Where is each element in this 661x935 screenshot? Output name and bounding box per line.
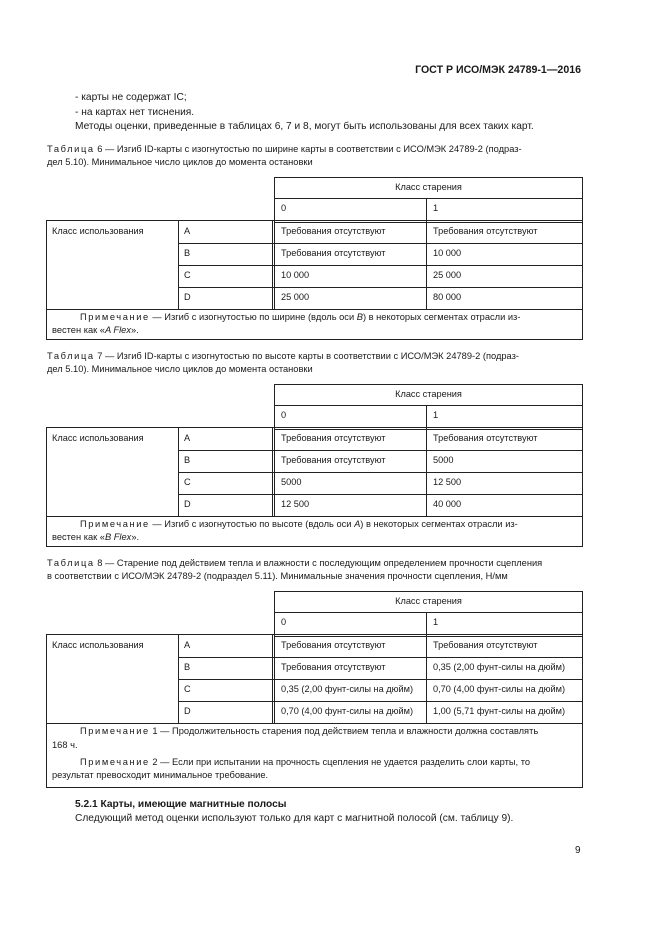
table6-caption xyxy=(47,143,584,169)
table7-row-c-v0: 5000 xyxy=(281,477,302,487)
table7-col1: 1 xyxy=(433,410,439,420)
table-6 xyxy=(46,177,583,340)
page-number: 9 xyxy=(575,845,581,856)
table8-row-b-class: B xyxy=(184,662,191,672)
table6-row-a-v1: Требования отсутствуют xyxy=(433,226,538,236)
table8-caption-label: Таблица xyxy=(47,558,95,568)
table6-row-a-v0: Требования отсутствуют xyxy=(281,226,386,236)
table8-col0: 0 xyxy=(281,617,287,627)
table6-row-b-v0: Требования отсутствуют xyxy=(281,248,386,258)
table7-col0: 0 xyxy=(281,410,287,420)
table8-note1-line1: Примечание 1 — Продолжительность старения под действием тепла и влажности должна составлять xyxy=(80,726,539,736)
table7-row-a-v0: Требования отсутствуют xyxy=(281,433,386,443)
table6-note-line1: Примечание — Изгиб с изогнутостью по ширине (вдоль оси B) в некоторых сегментах отрасли из- xyxy=(80,312,521,322)
table6-note-line2: вестен как «A Flex». xyxy=(52,325,139,335)
table8-row-b-v0: Требования отсутствуют xyxy=(281,662,386,672)
table6-row-d-v1: 80 000 xyxy=(433,292,462,302)
table7-usage-label: Класс использования xyxy=(52,433,144,443)
table7-row-a-class: A xyxy=(184,433,191,443)
table6-caption-line2: дел 5.10). Минимальное число циклов до момента остановки xyxy=(47,157,313,167)
table6-row-c-class: C xyxy=(184,270,191,280)
table7-note-line2: вестен как «B Flex». xyxy=(52,532,140,542)
table7-caption-line2: дел 5.10). Минимальное число циклов до момента остановки xyxy=(47,364,313,374)
table6-usage-label: Класс использования xyxy=(52,226,144,236)
table8-note1-line2: 168 ч. xyxy=(52,740,78,750)
table8-row-a-class: A xyxy=(184,640,191,650)
table7-row-d-v1: 40 000 xyxy=(433,499,462,509)
table6-row-d-v0: 25 000 xyxy=(281,292,310,302)
table8-row-d-v1: 1,00 (5,71 фунт-силы на дюйм) xyxy=(433,706,566,716)
table8-usage-label: Класс использования xyxy=(52,640,144,650)
table8-row-c-v1: 0,70 (4,00 фунт-силы на дюйм) xyxy=(433,684,566,694)
table7-row-c-class: C xyxy=(184,477,191,487)
table6-col0: 0 xyxy=(281,203,287,213)
table-8 xyxy=(46,591,583,788)
table8-caption-line1: 8 — Старение под действием тепла и влажности с последующим определением прочности сцепления xyxy=(94,558,543,568)
table7-row-b-v1: 5000 xyxy=(433,455,454,465)
document-header: ГОСТ Р ИСО/МЭК 24789-1—2016 xyxy=(415,64,581,76)
table7-row-c-v1: 12 500 xyxy=(433,477,462,487)
table8-row-d-class: D xyxy=(184,706,191,716)
table7-caption-label: Таблица xyxy=(47,351,95,361)
table6-row-a-class: A xyxy=(184,226,191,236)
table8-row-c-v0: 0,35 (2,00 фунт-силы на дюйм) xyxy=(281,684,414,694)
bullet-no-embossing: - на картах нет тиснения. xyxy=(75,107,195,118)
table8-row-a-v1: Требования отсутствуют xyxy=(433,640,538,650)
table7-row-d-v0: 12 500 xyxy=(281,499,310,509)
table6-row-b-v1: 10 000 xyxy=(433,248,462,258)
table7-aging-header: Класс старения xyxy=(395,389,462,399)
table8-col1: 1 xyxy=(433,617,439,627)
table8-note2-line1: Примечание 2 — Если при испытании на прочность сцепления не удается разделить слои карты, то xyxy=(80,757,531,767)
table6-row-d-class: D xyxy=(184,292,191,302)
table6-caption-label: Таблица xyxy=(47,144,95,154)
table7-note-line1: Примечание — Изгиб с изогнутостью по высоте (вдоль оси A) в некоторых сегментах отрасли из- xyxy=(80,519,518,529)
table6-row-c-v0: 10 000 xyxy=(281,270,310,280)
methods-paragraph: Методы оценки, приведенные в таблицах 6, 7 и 8, могут быть использованы для всех таких карт. xyxy=(75,121,534,132)
table8-row-b-v1: 0,35 (2,00 фунт-силы на дюйм) xyxy=(433,662,566,672)
section-title: 5.2.1 Карты, имеющие магнитные полосы xyxy=(75,799,287,810)
table6-aging-header: Класс старения xyxy=(395,182,462,192)
table7-caption-line1: 7 — Изгиб ID-карты с изогнутостью по высоте карты в соответствии с ИСО/МЭК 24789-2 (подраз- xyxy=(94,351,519,361)
table8-row-c-class: C xyxy=(184,684,191,694)
table7-row-d-class: D xyxy=(184,499,191,509)
bullet-no-ic: - карты не содержат IC; xyxy=(75,92,187,103)
table8-row-d-v0: 0,70 (4,00 фунт-силы на дюйм) xyxy=(281,706,414,716)
table8-aging-header: Класс старения xyxy=(395,596,462,606)
table8-note2-line2: результат превосходит минимальное требование. xyxy=(52,770,269,780)
table6-row-c-v1: 25 000 xyxy=(433,270,462,280)
table7-row-a-v1: Требования отсутствуют xyxy=(433,433,538,443)
table8-caption-line2: в соответствии с ИСО/МЭК 24789-2 (подраздел 5.11). Минимальные значения прочности сцепления, Н/мм xyxy=(47,571,508,581)
table8-row-a-v0: Требования отсутствуют xyxy=(281,640,386,650)
table-7 xyxy=(46,384,583,547)
table6-row-b-class: B xyxy=(184,248,191,258)
section-text: Следующий метод оценки используют только для карт с магнитной полосой (см. таблицу 9). xyxy=(75,813,514,824)
table7-row-b-v0: Требования отсутствуют xyxy=(281,455,386,465)
table7-row-b-class: B xyxy=(184,455,191,465)
table8-caption xyxy=(47,557,584,583)
table6-caption-line1: 6 — Изгиб ID-карты с изогнутостью по ширине карты в соответствии с ИСО/МЭК 24789-2 (подраз- xyxy=(94,144,522,154)
table6-col1: 1 xyxy=(433,203,439,213)
table7-caption xyxy=(47,350,584,376)
